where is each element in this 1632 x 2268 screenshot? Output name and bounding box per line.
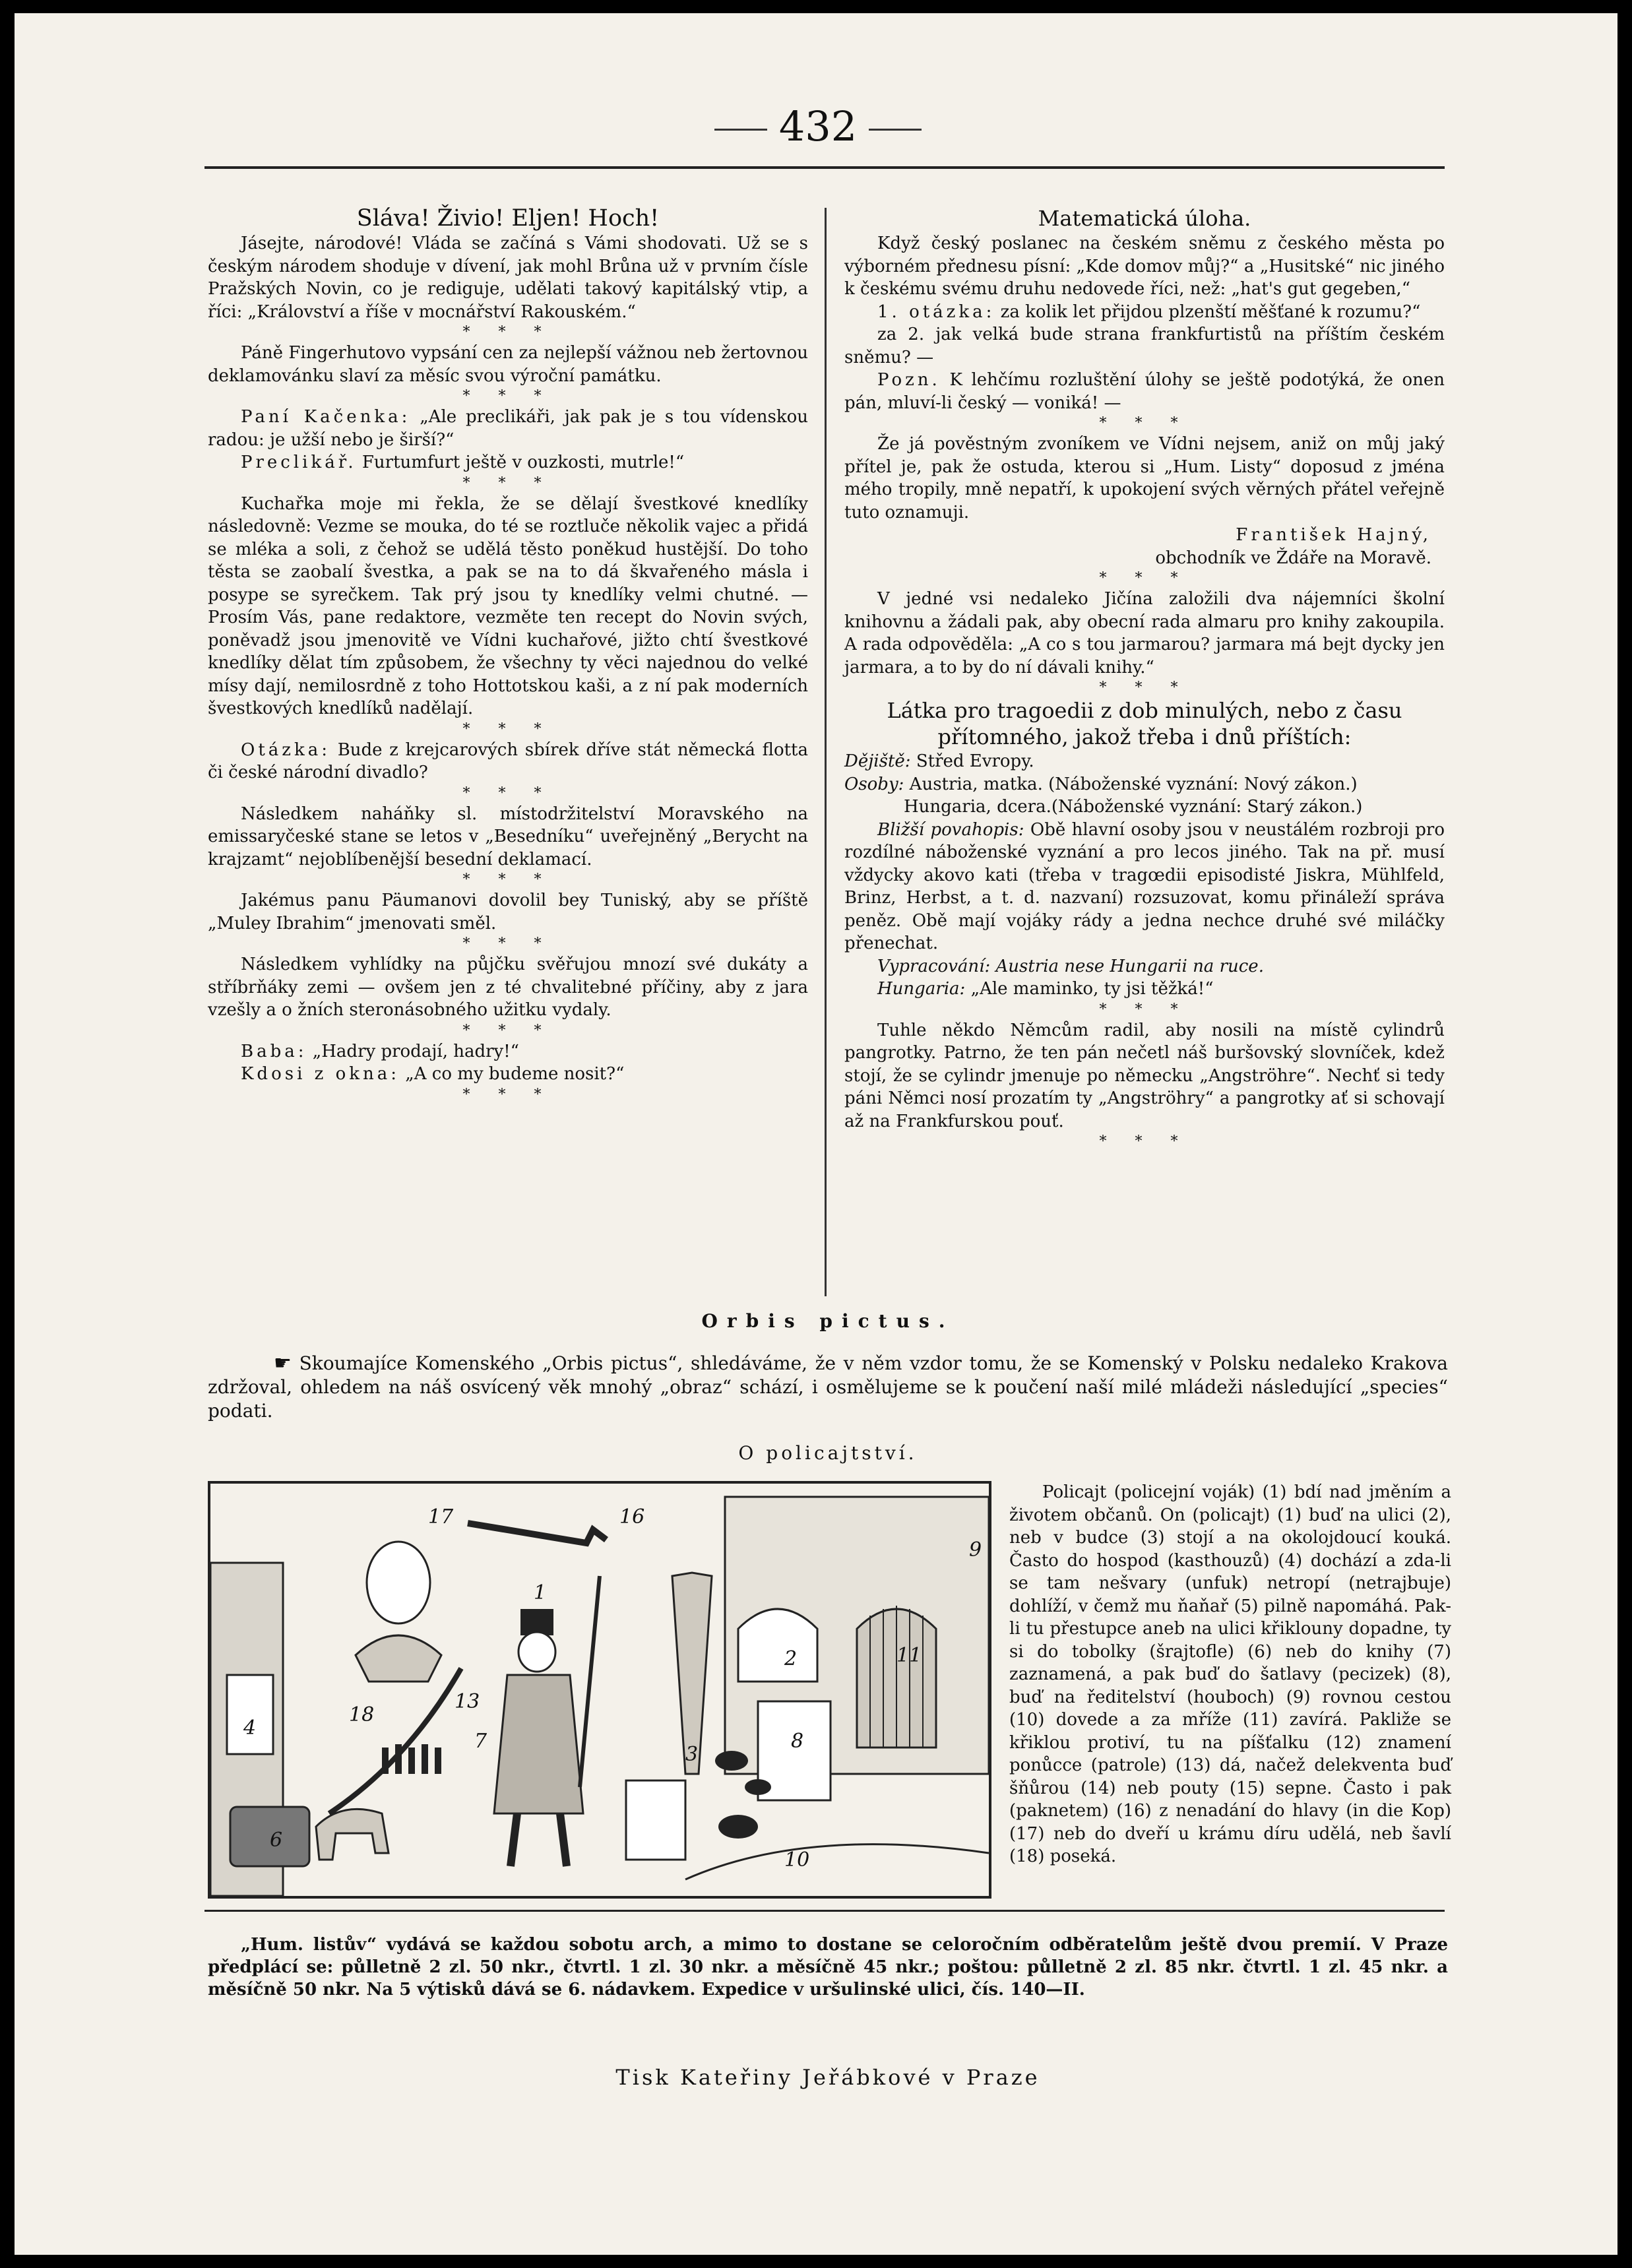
povahopis [844,819,1445,955]
separator-stars: * * * [1099,415,1190,431]
vypraceni-line [844,955,1445,978]
fig-number: 3 [685,1743,699,1766]
fig-number: 17 [428,1505,454,1528]
fig-number: 18 [349,1703,375,1726]
police-illustration [208,1481,991,1899]
dialogue-line [208,406,808,451]
dialogue-line [208,1040,808,1063]
label: Pozn. [877,370,941,390]
footer-text: „Hum. listův“ vydává se každou sobotu arch, a mimo to dostane se celoročním odběratelům ještě dvou premií. V Praze předplácí se: půlletně 2 zl. 50 nkr., čtvrtl. 1 zl. 30 nkr. a měsíčně 45 nkr.; poštou: půlletně 2 zl. 85 nkr. čtvrtl. 1 zl. 45 nkr. a měsíčně 50 nkr. Na 5 výtisků dává se 6. nádavkem. Expedice v uršulinské ulici, čís. 140—II. [208,1935,1448,2000]
label: Bližší povahopis: [877,819,1024,840]
question-line [208,739,808,784]
fig-number: 10 [784,1848,810,1872]
orbis-police-text [1009,1481,1451,1868]
speech: Furtumfurt ještě v ouzkosti, mutrle!“ [361,453,685,472]
label: Osoby: [844,774,904,794]
illustration-drawing [210,1484,989,1896]
fig-number: 2 [784,1647,798,1670]
speech: „Ale preclikáři, jak pak je s tou vídenskou radou: je užší nebo je širší?“ [208,407,808,450]
heading-slava: Sláva! Živio! Eljen! Hoch! [356,205,660,232]
right-column [844,205,1445,1151]
page-number: 432 [699,102,937,150]
label: Otázka: [241,740,330,760]
note-text: K lehčímu rozluštění úlohy se ještě podotýká, že onen pán, mluví-li český — voniká! — [844,370,1445,413]
question-text: Bude z krejcarových sbírek dříve stát německá flotta či české národní divadlo? [208,740,809,782]
paragraph: Následkem vyhlídky na půjčku svěřujou mnozí své dukáty a stříbrňáky zemi — ovšem jen z té chvalitebné příčiny, aby z jara vzešly a o žních steronásobného užitku vydaly. [208,955,808,1020]
fig-number: 8 [791,1730,804,1753]
orbis-intro-text: Skoumajíce Komenského „Orbis pictus“, shledáváme, že v něm vzdor tomu, že se Komenský v Polsku nedaleko Krakova zdržoval, ohledem na náš osvícený věk mnohý „obraz“ schází, i osmělujeme se k poučení naší milé mládeži následující „species“ podati. [208,1352,1449,1422]
label: Hungaria: [877,979,966,999]
separator-stars: * * * [1099,1133,1190,1150]
paragraph: Že já pověstným zvoníkem ve Vídni nejsem, aniž on můj jaký přítel je, pak že ostuda, kterou si „Hum. Listy“ doposud z jména mého tropily, mně nepatří, k upokojení svých věrných přátel veřejně tuto oznamuji. [844,434,1445,522]
paragraph: Páně Fingerhutovo vypsání cen za nejlepší vážnou neb žertovnou deklamovánku slaví za měsíc svou výroční památku. [208,343,808,386]
osoby-line [844,773,1445,796]
speaker: Baba: [241,1041,307,1061]
value: Austria, matka. (Náboženské vyznání: Nový zákon.) [909,774,1358,794]
orbis-intro [208,1352,1448,1423]
paragraph: Policajt (policejní voják) (1) bdí nad jměním a životem občanů. On (policajt) (1) buď na ulici (2), neb v budce (3) stojí a na okolojdoucí kouká. Často do hospod (kasthouzů) (4) dochází a zda-li se tam nešvary (unfuk) netropí (netrajbuje) dohlíží, v čemž mu ňaňař (5) pilně napomáhá. Pak-li tu přestupce aneb na ulici křiklouny dopadne, ty si do tobolky (šrajtofle) (6) neb do knihy (7) zaznamená, a pak buď do šatlavy (pecizek) (8), buď na ředitelství (houboch) (9) rovnou cestou (10) dovede a za mříže (11) zavírá. Pakliže se křiklou protiví, tu na píšťalku (12) znamení ponůcce (patrole) (13) dá, načež delekventa buď šňůrou (14) neb pouty (15) sepne. Často i pak (paknetem) (16) z nenadání do hlavy (in die Kop) (17) neb do dveří u krámu díru udělá, neb šavlí (18) poseká. [1009,1482,1451,1866]
paragraph: Když český poslanec na českém sněmu z českého města po výborném přednesu písní: „Kde domov můj?“ a „Husitské“ nic jiného k českému svému druhu nedovede říci, než: „hat's gut gegeben,“ [844,234,1445,299]
paper-box [626,1780,685,1860]
speaker: Kdosi z okna: [241,1064,400,1084]
separator-stars: * * * [462,1022,553,1039]
value: Austria nese Hungarii na ruce. [995,956,1264,976]
fig-number: 13 [455,1690,480,1713]
question-line [844,301,1445,324]
orbis-subheading: O policajtství. [738,1442,918,1464]
signature-name: František Hajný, [1236,525,1431,545]
paragraph: Jakémus panu Päumanovi dovolil bey Tuniský, aby se příště „Muley Ibrahim“ jmenovati směl. [208,891,808,933]
separator-stars: * * * [462,324,553,340]
separator-stars: * * * [462,720,553,738]
policeman-body [494,1675,583,1813]
question-text: za kolik let přijdou plzenští měšťané k rozumu?“ [1000,301,1421,322]
portrait-head [367,1542,430,1623]
speech: „Hadry prodají, hadry!“ [312,1041,519,1061]
house-door [227,1675,273,1754]
left-column [208,205,808,1104]
dialogue-line [208,1063,808,1086]
paragraph: V jedné vsi nedaleko Jičína založili dva nájemníci školní knihovnu a žádali pak, aby obecní rada almaru pro knihy zakoupila. A rada odpověděla: „A co s tou jarmarou? jarmara má bejt dycky jen jarmara, a to by do ní dávali knihy.“ [844,589,1445,677]
speech: „A co my budeme nosit?“ [405,1064,625,1084]
osoby-line: Hungaria, dcera.(Náboženské vyznání: Starý zákon.) [904,797,1363,817]
fig-number: 1 [534,1581,547,1604]
printer-line: Tisk Kateřiny Jeřábkové v Praze [615,2065,1040,2090]
signature-place: obchodník ve Ždáře na Moravě. [1155,548,1431,568]
separator-stars: * * * [462,1086,553,1103]
note-line [844,369,1445,414]
fig-number: 7 [474,1730,487,1753]
orbis-section [208,1309,1448,1465]
speaker: Preclikář. [241,453,357,472]
heading-matematicka: Matematická úloha. [1038,206,1251,231]
paragraph: Kuchařka moje mi řekla, že se dělají švestkové knedlíky následovně: Vezme se mouka, do té se roztluče několik vajec a přidá se mléka a soli, z čehož se udělá těsto poněkud hustější. Do toho těsta se zaobalí švestka, a pak se na to dá škvařeného másla i posype se syrečkem. Tak prý jsou ty knedlíky velmi chutné. — Prosím Vás, pane redaktore, vezměte ten recept do Novin svých, poněvadž jsou jmenovitě ve Vídni kuchařové, jižto chtí švestkové knedlíky dělat tím způsobem, že všechny ty věci najednou do velké mísy dají, nemilosrdně z toho Hottotskou kaši, a z ní pak moderních švestkových knedlíků nadělají. [208,493,808,718]
fig-number: 16 [619,1505,645,1528]
label: Vypracování: [877,956,991,976]
paragraph: Tuhle někdo Němcům radil, aby nosili na místě cylindrů pangrotky. Patrno, že ten pán nečetl náš buršovský slovníček, kdež stojí, že se cylindr jmenuje po německu „Angströhre“. Nechť si tedy páni Němci nosí prozatím ty „Angströhry“ a pangrotky ať si schovají až na Frankfurskou pouť. [844,1020,1445,1131]
pointing-hand-icon: ☛ [274,1352,292,1375]
footer-rule [204,1910,1445,1912]
paragraph: za 2. jak velká bude strana frankfurtistů na příštím českém sněmu? — [844,325,1445,367]
paragraph: Jásejte, národové! Vláda se začíná s Vámi shodovati. Už se s českým národem shoduje v dívení, jak mohl Brůna už v prvním čísle Pražských Novin, co je rediguje, udělati takový kapitálský vtip, a říci: „Království a říše v mocnářství Rakouském.“ [208,234,808,322]
separator-stars: * * * [462,388,553,404]
fig-number: 9 [969,1538,982,1561]
separator-stars: * * * [1099,570,1190,586]
fig-number: 4 [243,1717,257,1740]
label: 1. otázka: [877,301,995,322]
value: Obě hlavní osoby jsou v neustálém rozbroji pro rozdílné náboženské vyznání a pro lecos jiného. Tak na př. musí vždycky akovo kati (třeba v tragœdii episodisté Jiskra, Mühlfeld, Brinz, Herbst, a t. d. nazvaní) rozsuzovat, komu přináleží správa peněz. Obě mají vojáky rády a jedna nechce druhé své miláčky přenechat. [844,819,1445,953]
separator-stars: * * * [462,871,553,888]
dialogue-line [208,451,808,474]
label: Dějiště: [844,751,911,771]
separator-stars: * * * [462,935,553,952]
header-rule [204,166,1445,169]
orbis-title: Orbis pictus. [701,1310,955,1332]
separator-stars: * * * [462,784,553,802]
separator-stars: * * * [1099,679,1190,696]
hungaria-line [844,978,1445,1001]
speaker: Paní Kačenka: [241,407,411,427]
dejiste-line [844,750,1445,773]
separator-stars: * * * [462,474,553,491]
fig-number: 11 [896,1644,922,1667]
value: Střed Evropy. [916,751,1034,771]
paragraph: Následkem naháňky sl. místodržitelství Moravského na emissaryčeské stane se letos v „Besedníku“ uveřejněný „Berycht na krajzamt“ nejoblíbenější besední deklamací. [208,803,808,869]
value: „Ale maminko, ty jsi těžká!“ [970,979,1214,999]
column-divider [825,208,827,1296]
tragedy-heading: Látka pro tragoedii z dob minulých, nebo z času přítomného, jakož třeba i dnů příštích: [887,698,1402,749]
separator-stars: * * * [1099,1001,1190,1018]
fig-number: 6 [270,1829,283,1852]
footer-subscription [208,1916,1448,2018]
